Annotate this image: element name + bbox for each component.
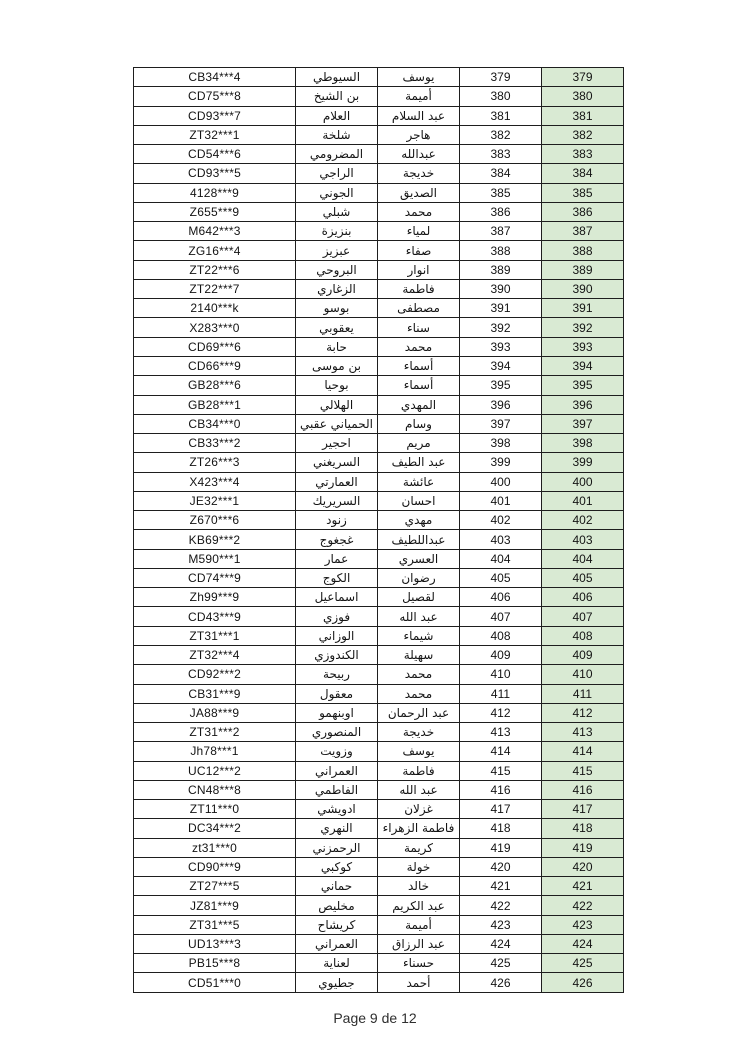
masked-id-cell: 4128***9 [134, 183, 296, 202]
highlighted-number-cell: 420 [542, 857, 624, 876]
last-name-cell: السيوطي [296, 68, 378, 87]
last-name-cell: اسماعيل [296, 588, 378, 607]
masked-id-cell: ZT22***6 [134, 260, 296, 279]
number-cell: 398 [460, 434, 542, 453]
first-name-cell: عبد الرحمان [378, 703, 460, 722]
highlighted-number-cell: 417 [542, 800, 624, 819]
masked-id-cell: CB33***2 [134, 434, 296, 453]
last-name-cell: ربيحة [296, 665, 378, 684]
last-name-cell: ادويشي [296, 800, 378, 819]
number-cell: 391 [460, 299, 542, 318]
last-name-cell: زنود [296, 511, 378, 530]
table-row [134, 665, 624, 684]
table-row [134, 954, 624, 973]
first-name-cell: الصديق [378, 183, 460, 202]
last-name-cell: يعقوبي [296, 318, 378, 337]
first-name-cell: مصطفى [378, 299, 460, 318]
first-name-cell: احسان [378, 491, 460, 510]
number-cell: 415 [460, 761, 542, 780]
masked-id-cell: ZT27***5 [134, 877, 296, 896]
number-cell: 410 [460, 665, 542, 684]
first-name-cell: عبد الله [378, 607, 460, 626]
first-name-cell: حسناء [378, 954, 460, 973]
table-row [134, 607, 624, 626]
first-name-cell: صفاء [378, 241, 460, 260]
masked-id-cell: CD66***9 [134, 356, 296, 375]
first-name-cell: يوسف [378, 68, 460, 87]
masked-id-cell: CB34***4 [134, 68, 296, 87]
number-cell: 416 [460, 780, 542, 799]
highlighted-number-cell: 403 [542, 530, 624, 549]
table-row [134, 453, 624, 472]
number-cell: 386 [460, 202, 542, 221]
last-name-cell: فوزي [296, 607, 378, 626]
table-row [134, 703, 624, 722]
highlighted-number-cell: 419 [542, 838, 624, 857]
masked-id-cell: ZT22***7 [134, 279, 296, 298]
first-name-cell: محمد [378, 202, 460, 221]
table-row [134, 588, 624, 607]
masked-id-cell: CD93***5 [134, 164, 296, 183]
first-name-cell: خولة [378, 857, 460, 876]
last-name-cell: غجغوج [296, 530, 378, 549]
first-name-cell: العسري [378, 549, 460, 568]
table-row [134, 106, 624, 125]
masked-id-cell: zt31***0 [134, 838, 296, 857]
last-name-cell: المضرومي [296, 145, 378, 164]
table-row [134, 896, 624, 915]
first-name-cell: شيماء [378, 626, 460, 645]
number-cell: 408 [460, 626, 542, 645]
number-cell: 421 [460, 877, 542, 896]
table-row [134, 877, 624, 896]
masked-id-cell: JZ81***9 [134, 896, 296, 915]
table-row [134, 491, 624, 510]
number-cell: 395 [460, 376, 542, 395]
highlighted-number-cell: 415 [542, 761, 624, 780]
table-row [134, 626, 624, 645]
highlighted-number-cell: 408 [542, 626, 624, 645]
masked-id-cell: CD90***9 [134, 857, 296, 876]
number-cell: 424 [460, 934, 542, 953]
number-cell: 400 [460, 472, 542, 491]
highlighted-number-cell: 382 [542, 125, 624, 144]
first-name-cell: عبدالله [378, 145, 460, 164]
number-cell: 397 [460, 414, 542, 433]
table-row [134, 761, 624, 780]
last-name-cell: العلام [296, 106, 378, 125]
first-name-cell: هاجر [378, 125, 460, 144]
first-name-cell: مريم [378, 434, 460, 453]
masked-id-cell: UC12***2 [134, 761, 296, 780]
first-name-cell: لمياء [378, 222, 460, 241]
first-name-cell: أحمد [378, 973, 460, 992]
highlighted-number-cell: 409 [542, 645, 624, 664]
highlighted-number-cell: 380 [542, 87, 624, 106]
highlighted-number-cell: 424 [542, 934, 624, 953]
number-cell: 423 [460, 915, 542, 934]
last-name-cell: حابة [296, 337, 378, 356]
number-cell: 426 [460, 973, 542, 992]
highlighted-number-cell: 392 [542, 318, 624, 337]
masked-id-cell: CD51***0 [134, 973, 296, 992]
last-name-cell: الراجي [296, 164, 378, 183]
table-row [134, 202, 624, 221]
last-name-cell: حماني [296, 877, 378, 896]
highlighted-number-cell: 418 [542, 819, 624, 838]
number-cell: 380 [460, 87, 542, 106]
last-name-cell: بوسو [296, 299, 378, 318]
highlighted-number-cell: 379 [542, 68, 624, 87]
highlighted-number-cell: 387 [542, 222, 624, 241]
first-name-cell: عبد الرزاق [378, 934, 460, 953]
highlighted-number-cell: 402 [542, 511, 624, 530]
table-row [134, 838, 624, 857]
masked-id-cell: ZT26***3 [134, 453, 296, 472]
number-cell: 379 [460, 68, 542, 87]
last-name-cell: شبلي [296, 202, 378, 221]
last-name-cell: الهلالي [296, 395, 378, 414]
masked-id-cell: GB28***6 [134, 376, 296, 395]
table-row [134, 414, 624, 433]
last-name-cell: وزويت [296, 742, 378, 761]
first-name-cell: سهيلة [378, 645, 460, 664]
highlighted-number-cell: 394 [542, 356, 624, 375]
first-name-cell: وسام [378, 414, 460, 433]
number-cell: 389 [460, 260, 542, 279]
last-name-cell: جطيوي [296, 973, 378, 992]
table-row [134, 511, 624, 530]
table-row [134, 934, 624, 953]
table-row [134, 742, 624, 761]
last-name-cell: الفاطمي [296, 780, 378, 799]
table-row [134, 299, 624, 318]
table-row [134, 800, 624, 819]
table-row [134, 279, 624, 298]
first-name-cell: أسماء [378, 356, 460, 375]
masked-id-cell: UD13***3 [134, 934, 296, 953]
table-row [134, 164, 624, 183]
number-cell: 382 [460, 125, 542, 144]
masked-id-cell: CD69***6 [134, 337, 296, 356]
last-name-cell: البروحي [296, 260, 378, 279]
last-name-cell: بن موسى [296, 356, 378, 375]
number-cell: 411 [460, 684, 542, 703]
first-name-cell: أميمة [378, 87, 460, 106]
first-name-cell: أميمة [378, 915, 460, 934]
last-name-cell: عمار [296, 549, 378, 568]
masked-id-cell: CB34***0 [134, 414, 296, 433]
highlighted-number-cell: 383 [542, 145, 624, 164]
table-row [134, 915, 624, 934]
number-cell: 412 [460, 703, 542, 722]
first-name-cell: محمد [378, 684, 460, 703]
highlighted-number-cell: 381 [542, 106, 624, 125]
masked-id-cell: Zh99***9 [134, 588, 296, 607]
first-name-cell: سناء [378, 318, 460, 337]
masked-id-cell: X423***4 [134, 472, 296, 491]
highlighted-number-cell: 414 [542, 742, 624, 761]
first-name-cell: خديجة [378, 723, 460, 742]
first-name-cell: خديجة [378, 164, 460, 183]
masked-id-cell: ZT32***1 [134, 125, 296, 144]
last-name-cell: مخليص [296, 896, 378, 915]
table-row [134, 684, 624, 703]
masked-id-cell: CD93***7 [134, 106, 296, 125]
masked-id-cell: ZT31***1 [134, 626, 296, 645]
last-name-cell: المنصوري [296, 723, 378, 742]
first-name-cell: محمد [378, 337, 460, 356]
number-cell: 393 [460, 337, 542, 356]
table-row [134, 645, 624, 664]
highlighted-number-cell: 421 [542, 877, 624, 896]
table-row [134, 68, 624, 87]
masked-id-cell: JE32***1 [134, 491, 296, 510]
first-name-cell: لقصيل [378, 588, 460, 607]
table-row [134, 376, 624, 395]
first-name-cell: عبد الله [378, 780, 460, 799]
masked-id-cell: CD92***2 [134, 665, 296, 684]
page-number-footer: Page 9 de 12 [333, 1010, 417, 1026]
table-row [134, 318, 624, 337]
number-cell: 388 [460, 241, 542, 260]
highlighted-number-cell: 400 [542, 472, 624, 491]
number-cell: 406 [460, 588, 542, 607]
last-name-cell: العمراني [296, 761, 378, 780]
masked-id-cell: CD43***9 [134, 607, 296, 626]
number-cell: 399 [460, 453, 542, 472]
first-name-cell: مهدي [378, 511, 460, 530]
number-cell: 385 [460, 183, 542, 202]
last-name-cell: بوحيا [296, 376, 378, 395]
last-name-cell: شلخة [296, 125, 378, 144]
first-name-cell: عبد السلام [378, 106, 460, 125]
last-name-cell: عبزيز [296, 241, 378, 260]
table-row [134, 337, 624, 356]
last-name-cell: الوزاني [296, 626, 378, 645]
first-name-cell: عبد الكريم [378, 896, 460, 915]
masked-id-cell: CD54***6 [134, 145, 296, 164]
first-name-cell: يوسف [378, 742, 460, 761]
masked-id-cell: ZT32***4 [134, 645, 296, 664]
last-name-cell: بن الشيخ [296, 87, 378, 106]
table-row [134, 87, 624, 106]
masked-id-cell: 2140***k [134, 299, 296, 318]
highlighted-number-cell: 389 [542, 260, 624, 279]
table-row [134, 241, 624, 260]
first-name-cell: كريمة [378, 838, 460, 857]
first-name-cell: انوار [378, 260, 460, 279]
highlighted-number-cell: 425 [542, 954, 624, 973]
number-cell: 413 [460, 723, 542, 742]
number-cell: 425 [460, 954, 542, 973]
last-name-cell: الزغاري [296, 279, 378, 298]
number-cell: 414 [460, 742, 542, 761]
highlighted-number-cell: 401 [542, 491, 624, 510]
table-row [134, 857, 624, 876]
number-cell: 409 [460, 645, 542, 664]
last-name-cell: الكوج [296, 568, 378, 587]
number-cell: 402 [460, 511, 542, 530]
number-cell: 422 [460, 896, 542, 915]
last-name-cell: النهري [296, 819, 378, 838]
highlighted-number-cell: 399 [542, 453, 624, 472]
first-name-cell: فاطمة الزهراء [378, 819, 460, 838]
masked-id-cell: Jh78***1 [134, 742, 296, 761]
first-name-cell: غزلان [378, 800, 460, 819]
highlighted-number-cell: 422 [542, 896, 624, 915]
last-name-cell: كوكبي [296, 857, 378, 876]
masked-id-cell: M642***3 [134, 222, 296, 241]
first-name-cell: المهدي [378, 395, 460, 414]
last-name-cell: العمارتي [296, 472, 378, 491]
highlighted-number-cell: 395 [542, 376, 624, 395]
masked-id-cell: ZT31***5 [134, 915, 296, 934]
masked-id-cell: ZT11***0 [134, 800, 296, 819]
number-cell: 392 [460, 318, 542, 337]
first-name-cell: عائشة [378, 472, 460, 491]
last-name-cell: الكندوزي [296, 645, 378, 664]
highlighted-number-cell: 407 [542, 607, 624, 626]
table-row [134, 395, 624, 414]
highlighted-number-cell: 393 [542, 337, 624, 356]
table-row [134, 183, 624, 202]
number-cell: 417 [460, 800, 542, 819]
table-row [134, 568, 624, 587]
highlighted-number-cell: 410 [542, 665, 624, 684]
last-name-cell: معقول [296, 684, 378, 703]
last-name-cell: السريغني [296, 453, 378, 472]
results-table [133, 67, 624, 993]
highlighted-number-cell: 386 [542, 202, 624, 221]
highlighted-number-cell: 397 [542, 414, 624, 433]
last-name-cell: اوبنهمو [296, 703, 378, 722]
last-name-cell: لعناية [296, 954, 378, 973]
first-name-cell: خالد [378, 877, 460, 896]
first-name-cell: محمد [378, 665, 460, 684]
masked-id-cell: CD75***8 [134, 87, 296, 106]
first-name-cell: فاطمة [378, 279, 460, 298]
highlighted-number-cell: 406 [542, 588, 624, 607]
first-name-cell: رضوان [378, 568, 460, 587]
first-name-cell: فاطمة [378, 761, 460, 780]
masked-id-cell: ZT31***2 [134, 723, 296, 742]
last-name-cell: بنزيزة [296, 222, 378, 241]
number-cell: 387 [460, 222, 542, 241]
table-row [134, 145, 624, 164]
highlighted-number-cell: 385 [542, 183, 624, 202]
highlighted-number-cell: 404 [542, 549, 624, 568]
masked-id-cell: ZG16***4 [134, 241, 296, 260]
number-cell: 407 [460, 607, 542, 626]
table-row [134, 260, 624, 279]
last-name-cell: الحمياني عقبي [296, 414, 378, 433]
masked-id-cell: M590***1 [134, 549, 296, 568]
last-name-cell: العمراني [296, 934, 378, 953]
highlighted-number-cell: 416 [542, 780, 624, 799]
table-row [134, 356, 624, 375]
highlighted-number-cell: 391 [542, 299, 624, 318]
number-cell: 381 [460, 106, 542, 125]
number-cell: 383 [460, 145, 542, 164]
number-cell: 419 [460, 838, 542, 857]
table-row [134, 530, 624, 549]
masked-id-cell: CB31***9 [134, 684, 296, 703]
results-table-body [134, 68, 624, 993]
masked-id-cell: DC34***2 [134, 819, 296, 838]
highlighted-number-cell: 426 [542, 973, 624, 992]
table-row [134, 780, 624, 799]
number-cell: 396 [460, 395, 542, 414]
table-row [134, 472, 624, 491]
masked-id-cell: KB69***2 [134, 530, 296, 549]
masked-id-cell: CD74***9 [134, 568, 296, 587]
last-name-cell: كريشاح [296, 915, 378, 934]
number-cell: 420 [460, 857, 542, 876]
highlighted-number-cell: 411 [542, 684, 624, 703]
highlighted-number-cell: 388 [542, 241, 624, 260]
number-cell: 405 [460, 568, 542, 587]
table-row [134, 549, 624, 568]
masked-id-cell: JA88***9 [134, 703, 296, 722]
first-name-cell: أسماء [378, 376, 460, 395]
highlighted-number-cell: 405 [542, 568, 624, 587]
number-cell: 403 [460, 530, 542, 549]
table-row [134, 434, 624, 453]
number-cell: 384 [460, 164, 542, 183]
first-name-cell: عبداللطيف [378, 530, 460, 549]
table-row [134, 723, 624, 742]
highlighted-number-cell: 398 [542, 434, 624, 453]
number-cell: 394 [460, 356, 542, 375]
masked-id-cell: Z670***6 [134, 511, 296, 530]
masked-id-cell: GB28***1 [134, 395, 296, 414]
masked-id-cell: PB15***8 [134, 954, 296, 973]
highlighted-number-cell: 423 [542, 915, 624, 934]
highlighted-number-cell: 396 [542, 395, 624, 414]
highlighted-number-cell: 412 [542, 703, 624, 722]
highlighted-number-cell: 413 [542, 723, 624, 742]
highlighted-number-cell: 390 [542, 279, 624, 298]
masked-id-cell: CN48***8 [134, 780, 296, 799]
first-name-cell: عبد الطيف [378, 453, 460, 472]
table-row [134, 973, 624, 992]
last-name-cell: احجير [296, 434, 378, 453]
last-name-cell: السريريك [296, 491, 378, 510]
table-row [134, 819, 624, 838]
number-cell: 404 [460, 549, 542, 568]
table-row [134, 125, 624, 144]
number-cell: 401 [460, 491, 542, 510]
number-cell: 390 [460, 279, 542, 298]
last-name-cell: الجوني [296, 183, 378, 202]
number-cell: 418 [460, 819, 542, 838]
table-row [134, 222, 624, 241]
last-name-cell: الرحمزني [296, 838, 378, 857]
masked-id-cell: Z655***9 [134, 202, 296, 221]
highlighted-number-cell: 384 [542, 164, 624, 183]
masked-id-cell: X283***0 [134, 318, 296, 337]
